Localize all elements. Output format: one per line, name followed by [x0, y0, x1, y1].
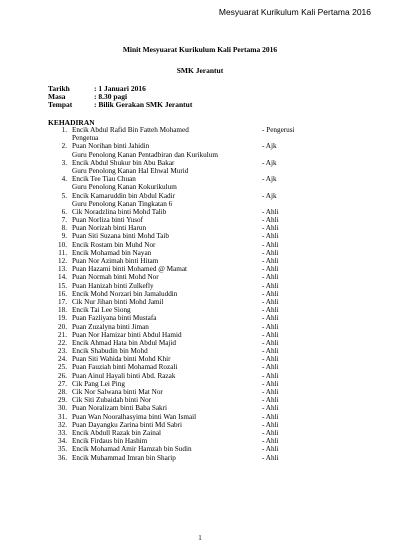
meta-value: : Bilik Gerakan SMK Jerantut — [94, 100, 193, 109]
attendee-row — [48, 241, 348, 249]
attendee-number: 18. — [58, 306, 67, 315]
attendee-number: 9. — [61, 232, 67, 241]
attendee-row — [48, 249, 348, 257]
attendee-role: - Ahli — [262, 445, 279, 454]
attendee-number: 13. — [58, 265, 67, 274]
attendee-number: 16. — [58, 289, 67, 298]
attendee-number: 30. — [58, 404, 67, 413]
attendee-number: 35. — [58, 445, 67, 454]
attendee-number: 20. — [58, 322, 67, 331]
attendee-name: Puan Noralizam binti Baba Sakri — [72, 404, 168, 413]
attendee-name: Puan Norihan binti Jahidin — [72, 142, 150, 151]
attendee-role: - Ahli — [262, 224, 279, 233]
attendee-name: Encik Shabudin bin Mohd — [72, 347, 148, 356]
attendee-row — [48, 273, 348, 281]
attendee-number: 12. — [58, 257, 67, 265]
attendee-role: - Ahli — [262, 281, 279, 290]
attendee-number: 5. — [61, 191, 67, 200]
attendee-number: 26. — [58, 371, 67, 380]
attendee-number: 15. — [58, 281, 67, 290]
attendee-row — [48, 298, 348, 306]
attendee-number: 17. — [58, 297, 67, 306]
attendee-name: Encik Abdul Shukur bin Abu Bakar — [72, 158, 175, 167]
attendee-name: Cik Siti Zubaidah binti Nor — [72, 396, 152, 405]
attendee-position: Guru Penolong Kanan Hal Ehwal Murid — [72, 166, 189, 175]
attendee-role: - Ahli — [262, 232, 279, 241]
attendee-row — [48, 192, 348, 200]
attendee-role: - Ahli — [262, 347, 279, 356]
attendee-name: Encik Kamaruddin bin Abdul Kadir — [72, 191, 176, 200]
attendee-row — [48, 363, 348, 371]
document-title: Minit Mesyuarat Kurikulum Kali Pertama 2016 — [122, 45, 278, 54]
attendee-number: 6. — [61, 207, 67, 216]
attendee-row — [48, 159, 348, 167]
attendee-role: - Ahli — [262, 297, 279, 306]
attendee-number: 1. — [61, 126, 67, 134]
attendee-number: 21. — [58, 330, 67, 339]
attendee-row — [48, 126, 348, 134]
attendee-name: Cik Pang Lei Ping — [72, 379, 125, 388]
attendee-number: 36. — [58, 453, 67, 462]
attendee-number: 25. — [58, 363, 67, 372]
attendee-row — [48, 306, 348, 314]
attendee-name: Cik Nur Jihan binti Mohd Jamil — [72, 297, 164, 306]
attendee-number: 7. — [61, 216, 67, 225]
page-number: 1 — [198, 534, 202, 542]
attendee-role: - Ahli — [262, 355, 279, 364]
attendee-number: 24. — [58, 355, 67, 364]
attendee-role: - Ahli — [262, 306, 279, 315]
attendee-number: 22. — [58, 338, 67, 347]
attendee-row — [48, 282, 348, 290]
meta-label: Masa — [48, 92, 66, 101]
attendee-role: - Ahli — [262, 338, 279, 347]
attendee-row — [48, 380, 348, 388]
attendee-number: 4. — [61, 175, 67, 184]
attendee-role: - Ahli — [262, 412, 279, 421]
attendee-number: 34. — [58, 437, 67, 446]
attendee-row — [48, 429, 348, 437]
attendee-role: - Ahli — [262, 289, 279, 298]
attendee-row — [48, 413, 348, 421]
attendee-row — [48, 445, 348, 453]
attendee-name: Puan Ainul Hayali binti Abd. Razak — [72, 371, 176, 380]
section-title-attendance: KEHADIRAN — [48, 118, 95, 127]
attendee-name: Puan Norizah binti Harun — [72, 224, 147, 233]
attendee-row — [48, 404, 348, 412]
attendee-name: Encik Muhammad Imran bin Sharip — [72, 453, 176, 462]
attendee-role: - Ahli — [262, 437, 279, 446]
attendee-row — [48, 208, 348, 216]
attendee-role: - Ahli — [262, 453, 279, 462]
attendee-row — [48, 232, 348, 240]
attendee-role: - Ahli — [262, 248, 279, 257]
attendee-number: 28. — [58, 388, 67, 396]
attendee-row — [48, 396, 348, 404]
attendee-name: Encik Mohamad Amir Hamzah bin Sudin — [72, 445, 192, 454]
attendee-row — [48, 347, 348, 355]
attendee-list — [48, 126, 348, 462]
running-header: Mesyuarat Kurikulum Kali Pertama 2016 — [218, 7, 371, 17]
attendee-number: 33. — [58, 428, 67, 437]
attendee-name: Puan Siti Suzana binti Mohd Taib — [72, 232, 169, 241]
attendee-row — [48, 355, 348, 363]
attendee-name: Puan Hanizah binti Zulkefly — [72, 281, 154, 290]
attendee-number: 23. — [58, 347, 67, 356]
meta-label: Tarikh — [48, 84, 70, 93]
attendee-role: - Ahli — [262, 363, 279, 372]
attendee-role: - Ajk — [262, 175, 277, 184]
attendee-number: 29. — [58, 396, 67, 405]
meta-value: : 8.30 pagi — [94, 92, 128, 101]
attendee-position: Pengetua — [72, 134, 99, 143]
attendee-name: Encik Ahmad Hata bin Abdul Majid — [72, 338, 177, 347]
attendee-name: Encik Abdull Razak bin Zainal — [72, 428, 162, 437]
attendee-row — [48, 323, 348, 331]
attendee-name: Puan Norliza binti Yusof — [72, 216, 143, 225]
meta-value: : 1 Januari 2016 — [94, 84, 146, 93]
attendee-name: Encik Tee Tiau Chuan — [72, 175, 136, 184]
attendee-number: 10. — [58, 240, 67, 249]
meta-place — [48, 100, 192, 109]
attendee-row — [48, 257, 348, 265]
attendee-row — [48, 314, 348, 322]
attendee-number: 2. — [61, 142, 67, 151]
attendee-role: - Ahli — [262, 330, 279, 339]
attendee-role: - Ahli — [262, 420, 279, 429]
attendee-name: Encik Mohd Norzari bin Jamaluddin — [72, 289, 178, 298]
attendee-role: - Ahli — [262, 265, 279, 274]
attendee-row — [48, 216, 348, 224]
attendee-name: Puan Siti Wahida binti Mohd Khir — [72, 355, 171, 364]
attendee-row — [48, 339, 348, 347]
attendee-number: 27. — [58, 379, 67, 388]
attendee-number: 19. — [58, 314, 67, 323]
attendee-role: - Ahli — [262, 240, 279, 249]
attendee-row — [48, 421, 348, 429]
attendee-row — [48, 290, 348, 298]
attendee-name: Encik Mohamad bin Nayan — [72, 248, 152, 257]
attendee-role: - Ahli — [262, 216, 279, 225]
attendee-row — [48, 142, 348, 150]
attendee-name: Encik Firdaus bin Hashim — [72, 437, 148, 446]
attendee-number: 11. — [58, 248, 67, 257]
attendee-name: Cik Nor Salwana binti Mat Nor — [72, 388, 163, 396]
attendee-row — [48, 331, 348, 339]
attendee-role: - Ahli — [262, 322, 279, 331]
attendee-role: - Ahli — [262, 428, 279, 437]
attendee-name: Puan Normah binti Mohd Nor — [72, 273, 159, 282]
attendee-number: 14. — [58, 273, 67, 282]
attendee-name: Puan Dayangku Zarina binti Md Sabri — [72, 420, 182, 429]
attendee-name: Cik Noradzlina binti Mohd Talib — [72, 207, 167, 216]
attendee-role: - Pengerusi — [262, 126, 295, 134]
attendee-role: - Ahli — [262, 273, 279, 282]
attendee-row — [48, 224, 348, 232]
attendee-name: Puan Fazliyana binti Mustafa — [72, 314, 157, 323]
attendee-role: - Ahli — [262, 207, 279, 216]
attendee-role: - Ahli — [262, 388, 279, 396]
attendee-role: - Ahli — [262, 379, 279, 388]
attendee-number: 32. — [58, 420, 67, 429]
meta-label: Tempat — [48, 100, 73, 109]
attendee-position: Guru Penolong Kanan Pentadbiran dan Kurikulum — [72, 150, 218, 159]
attendee-name: Encik Tai Lee Siong — [72, 306, 131, 315]
attendee-number: 31. — [58, 412, 67, 421]
attendee-number: 8. — [61, 224, 67, 233]
attendee-name: Puan Hazami binti Mohamed @ Mamat — [72, 265, 188, 274]
attendee-role: - Ahli — [262, 314, 279, 323]
attendee-position: Guru Penolong Kanan Kokurikulum — [72, 183, 177, 192]
attendee-row — [48, 388, 348, 396]
attendee-row — [48, 372, 348, 380]
attendee-role: - Ahli — [262, 371, 279, 380]
attendee-position: Guru Penolong Kanan Tingkatan 6 — [72, 199, 173, 208]
attendee-role: - Ahli — [262, 396, 279, 405]
attendee-name: Puan Nor Azimah binti Hitam — [72, 257, 159, 265]
attendee-row — [48, 437, 348, 445]
attendee-name: Puan Zuzalyna binti Jiman — [72, 322, 149, 331]
attendee-role: - Ajk — [262, 142, 277, 151]
attendee-role: - Ahli — [262, 257, 279, 265]
school-name: SMK Jerantut — [176, 66, 224, 75]
attendee-row — [48, 175, 348, 183]
attendee-name: Encik Abdul Rafid Bin Fatteh Mohamed — [72, 126, 189, 134]
attendee-number: 3. — [61, 158, 67, 167]
attendee-role: - Ahli — [262, 404, 279, 413]
attendee-row — [48, 454, 348, 462]
attendee-name: Puan Nor Hamizar binti Abdul Hamid — [72, 330, 182, 339]
attendee-name: Encik Rostam bin Muhd Nor — [72, 240, 156, 249]
attendee-role: - Ajk — [262, 191, 277, 200]
attendee-name: Puan Fauziah binti Mohamad Rozali — [72, 363, 178, 372]
attendee-role: - Ajk — [262, 158, 277, 167]
attendee-row — [48, 265, 348, 273]
attendee-name: Puan Wan Nooralhasyima binti Wan Ismail — [72, 412, 197, 421]
